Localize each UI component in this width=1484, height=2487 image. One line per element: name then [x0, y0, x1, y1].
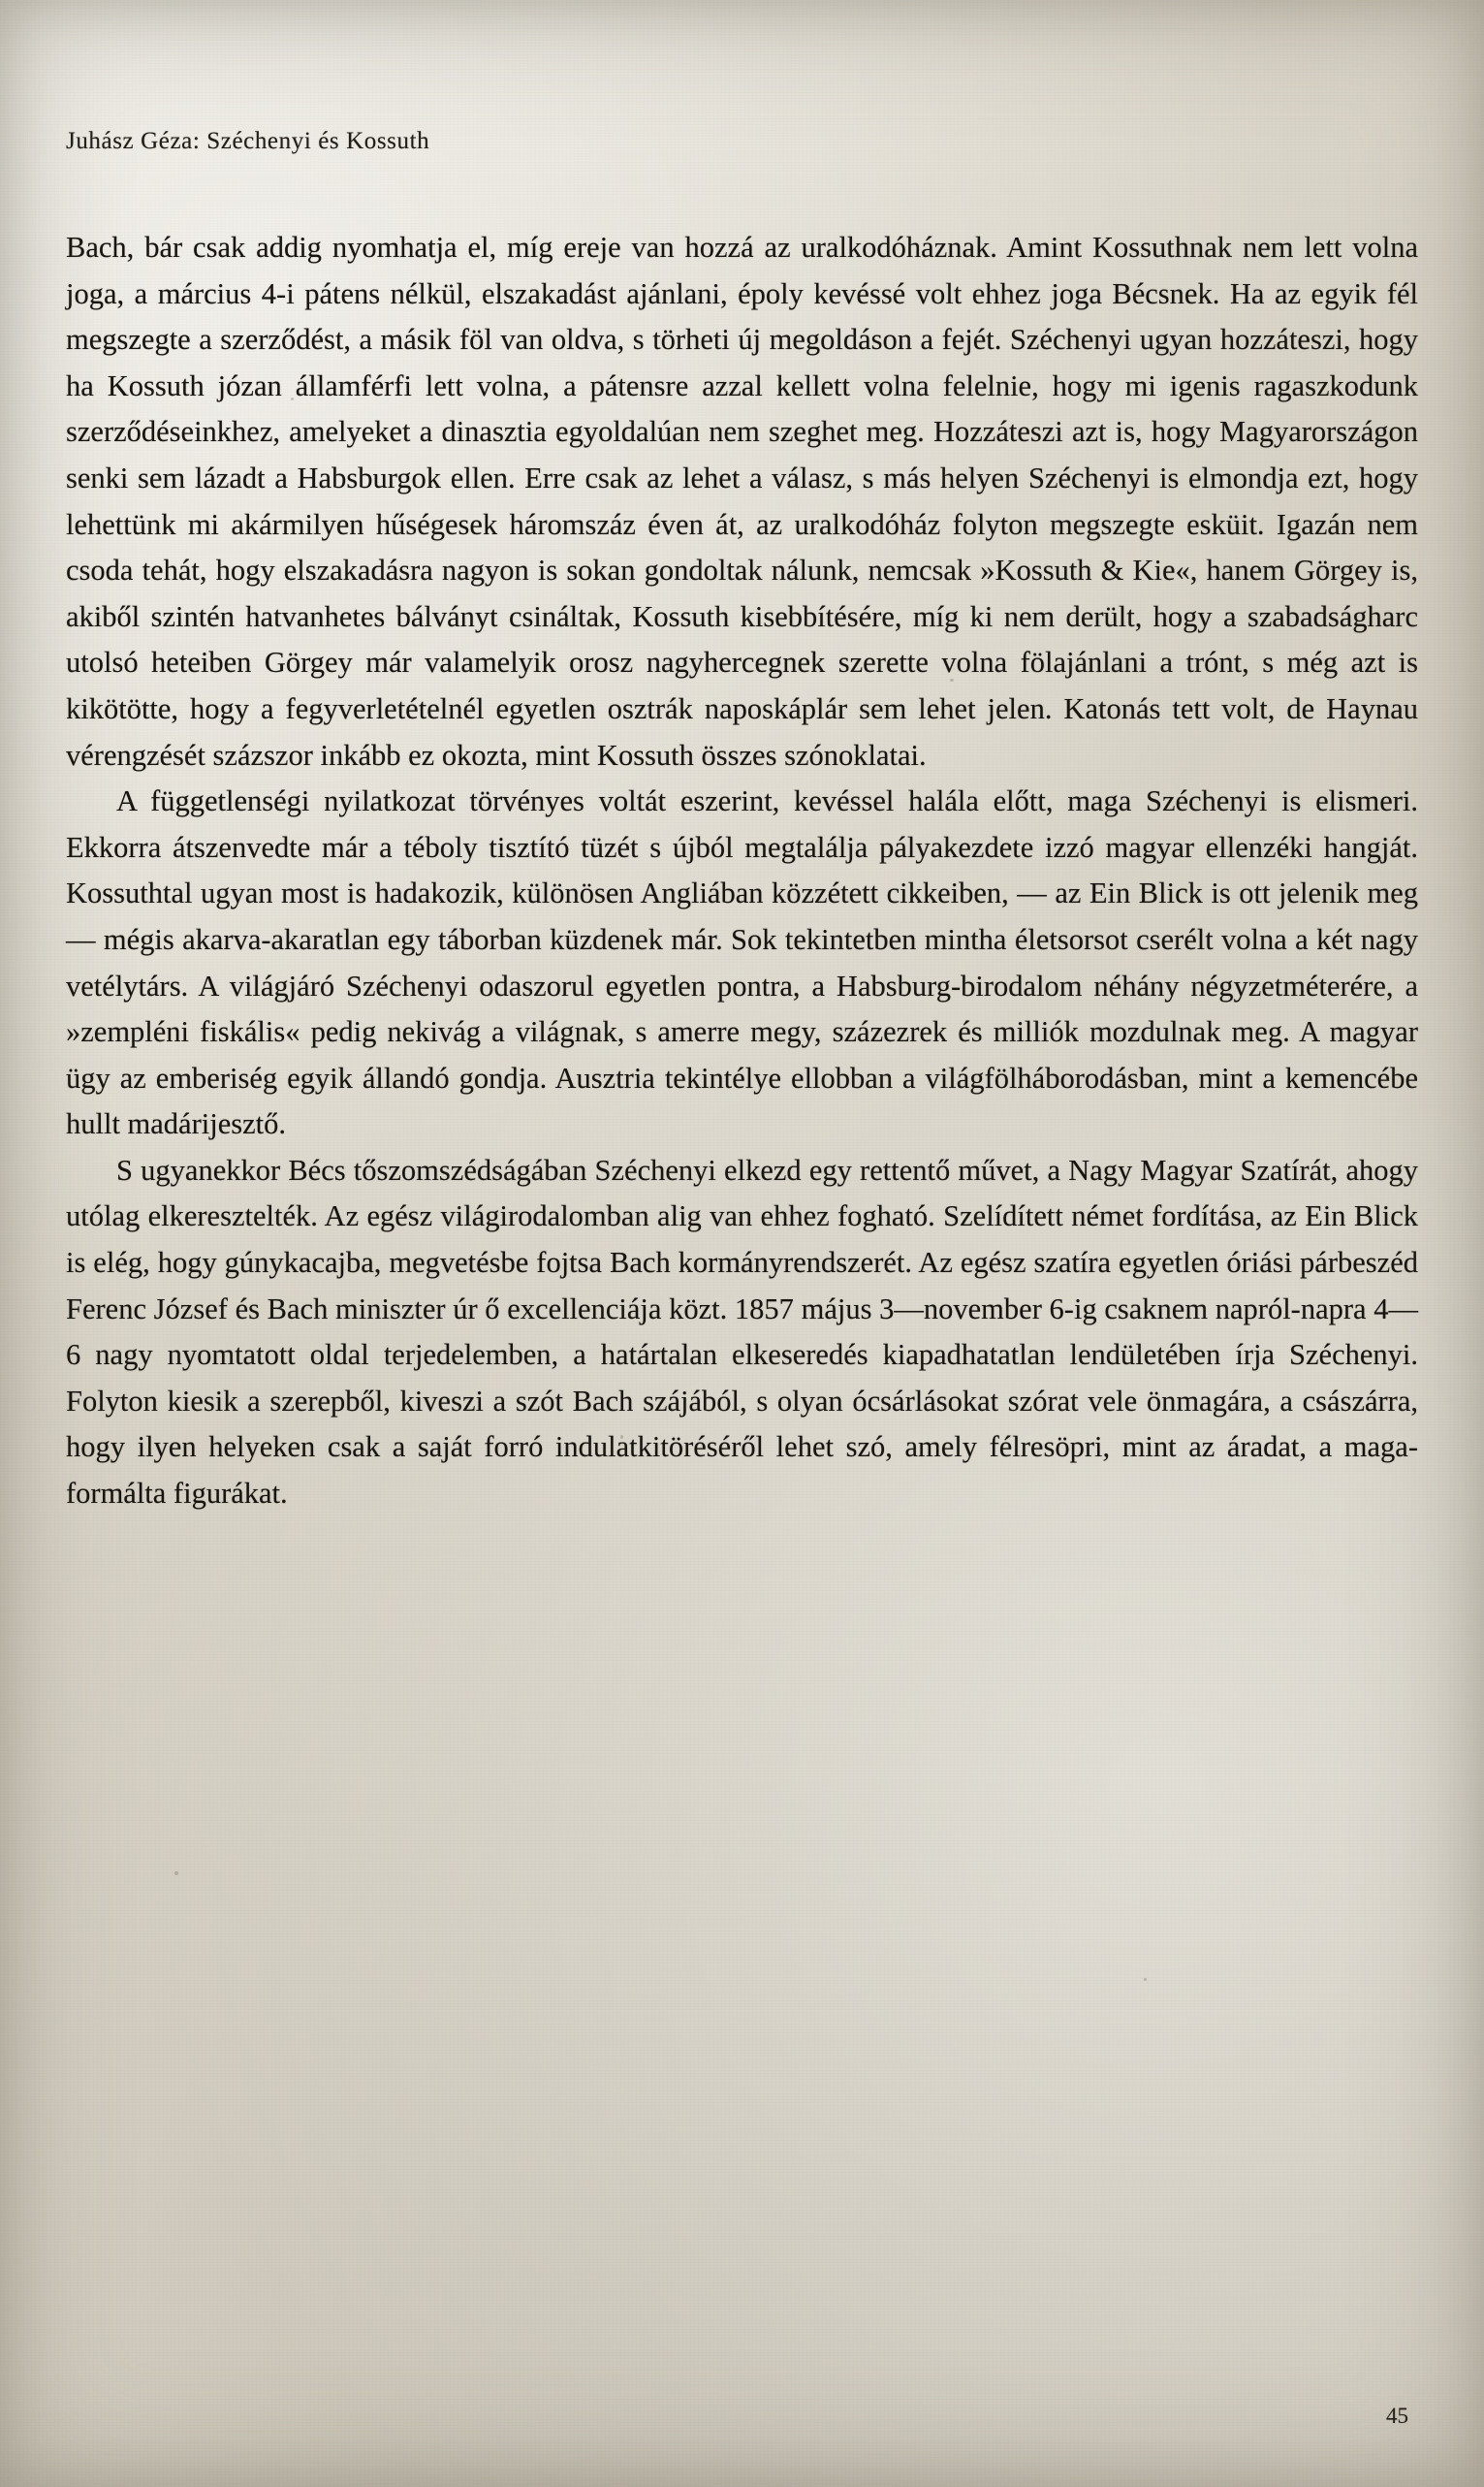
page-number: 45	[1386, 2404, 1408, 2428]
paragraph-3: S ugyanekkor Bécs tőszomszédságában Széchenyi elkezd egy rettentő művet, a Nagy Magyar Szatírát, ahogy utólag elkeresztelték. Az egész világirodalomban alig van ehhez fogható. Szelídített német fordítása, az Ein Blick is elég, hogy gúnykacajba, megvetésbe fojtsa Bach kormányrendszerét. Az egész szatíra egyetlen óriási párbeszéd Ferenc József és Bach miniszter úr ő excellenciája közt. 1857 május 3—november 6-ig csaknem napról-napra 4—6 nagy nyomtatott oldal terjedelemben, a határtalan elkeseredés kiapadhatatlan lendületében írja Széchenyi. Folyton kiesik a szerepből, kiveszi a szót Bach szájából, s olyan ócsárlásokat szórat vele önmagára, a császárra, hogy ilyen helyeken csak a saját forró indulatkitöréséről lehet szó, amely félresöpri, mint az áradat, a maga-formálta figurákat.	[66, 1153, 1418, 1511]
running-head: Juhász Géza: Széchenyi és Kossuth	[66, 128, 430, 154]
paragraph-2: A függetlenségi nyilatkozat törvényes voltát eszerint, kevéssel halála előtt, maga Széchenyi is elismeri. Ekkorra átszenvedte már a téboly tisztító tüzét s újból megtalálja pályakezdete izzó magyar ellenzéki hangját. Kossuthtal ugyan most is hadakozik, különösen Angliában közzétett cikkeiben, — az Ein Blick is ott jelenik meg — mégis akarva-akaratlan egy táborban küzdenek már. Sok tekintetben mintha életsorsot cserélt volna a két nagy vetélytárs. A világjáró Széchenyi odaszorul egyetlen pontra, a Habsburg-birodalom néhány négyzetméterére, a »zempléni fiskális« pedig nekivág a világnak, s amerre megy, százezrek és milliók mozdulnak meg. A magyar ügy az emberiség egyik állandó gondja. Ausztria tekintélye ellobban a világfölháborodásban, mint a kemencébe hullt madárijesztő.	[66, 784, 1418, 1141]
paper-speck	[174, 1871, 178, 1875]
body-text	[66, 225, 1418, 1517]
paragraph-1: Bach, bár csak addig nyomhatja el, míg ereje van hozzá az uralkodóháznak. Amint Kossuthnak nem lett volna joga, a március 4-i pátens nélkül, elszakadást ajánlani, époly kevéssé volt ehhez joga Bécsnek. Ha az egyik fél megszegte a szerződést, a másik föl van oldva, s törheti új megoldáson a fejét. Széchenyi ugyan hozzáteszi, hogy ha Kossuth józan államférfi lett volna, a pátensre azzal kellett volna felelnie, hogy mi igenis ragaszkodunk szerződéseinkhez, amelyeket a dinasztia egyoldalúan nem szeghet meg. Hozzáteszi azt is, hogy Magyarországon senki sem lázadt a Habsburgok ellen. Erre csak az lehet a válasz, s más helyen Széchenyi is elmondja ezt, hogy lehettünk mi akármilyen hűségesek háromszáz éven át, az uralkodóház folyton megszegte esküit. Igazán nem csoda tehát, hogy elszakadásra nagyon is sokan gondoltak nálunk, nemcsak »Kossuth & Kie«, hanem Görgey is, akiből szintén hatvanhetes bálványt csináltak, Kossuth kisebbítésére, míg ki nem derült, hogy a szabadságharc utolsó heteiben Görgey már valamelyik orosz nagyhercegnek szerette volna fölajánlani a trónt, s még azt is kikötötte, hogy a fegyverletételnél egyetlen osztrák naposkáplár sem lehet jelen. Katonás tett volt, de Haynau vérengzését százszor inkább ez okozta, mint Kossuth összes szónoklatai.	[66, 231, 1418, 772]
paper-speck	[1144, 1978, 1147, 1981]
